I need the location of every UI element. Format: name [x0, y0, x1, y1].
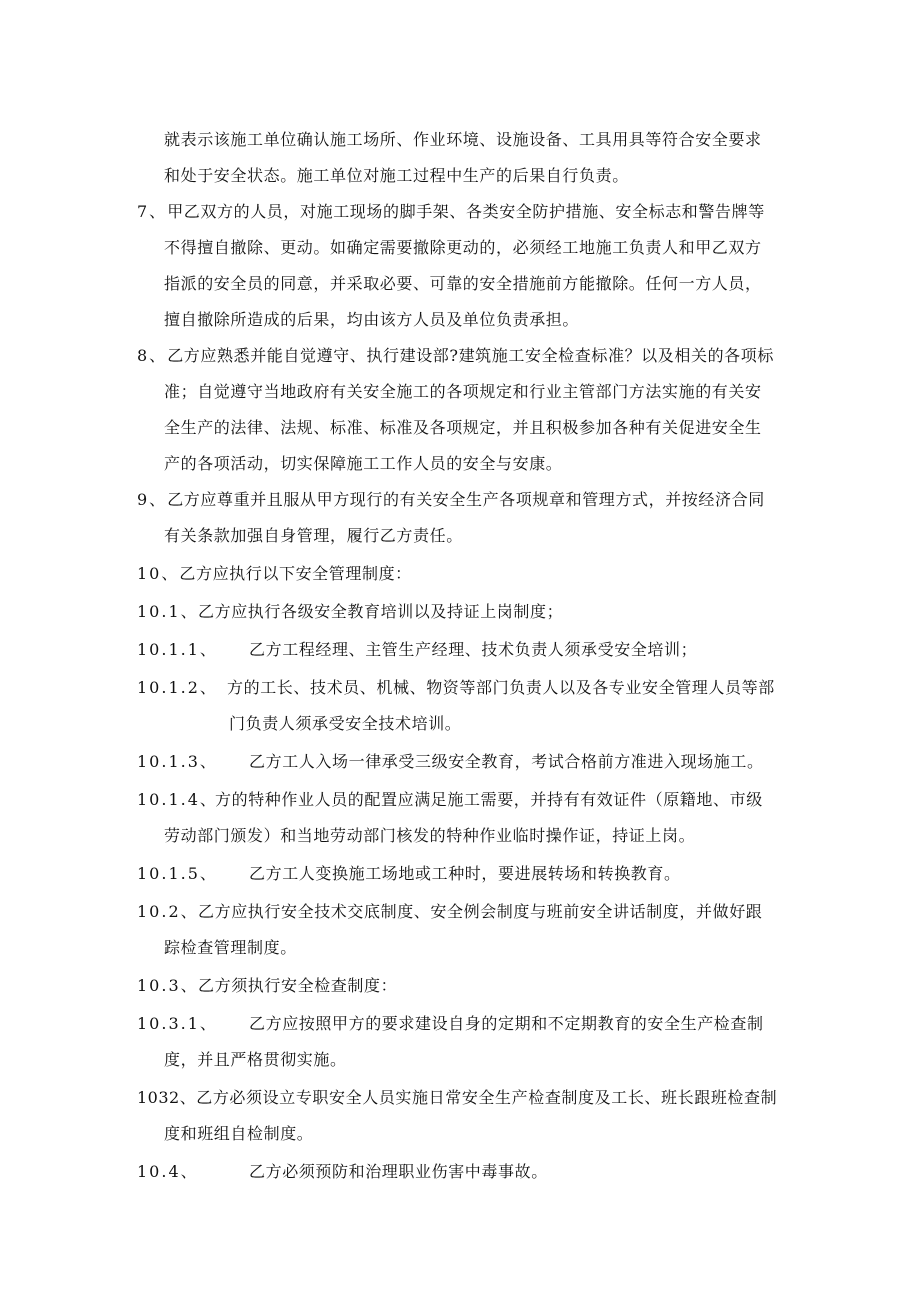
text-line: 乙方应尊重并且服从甲方现行的有关安全生产各项规章和管理方式，并按经济合同: [167, 490, 765, 509]
text-line: 劳动部门颁发）和当地劳动部门核发的特种作业临时操作证，持证上岗。: [164, 826, 696, 845]
text-line: 准；自觉遵守当地政府有关安全施工的各项规定和行业主管部门方法实施的有关安: [164, 382, 762, 401]
clause-8: [137, 338, 774, 374]
clause-10-1-2: [137, 670, 775, 706]
paragraph-continuation: [164, 122, 762, 194]
clause-number: 8、: [137, 346, 168, 365]
text-line: 乙方应执行以下安全管理制度：: [179, 564, 412, 583]
text-line: 擅自撤除所造成的后果，均由该方人员及单位负责承担。: [164, 310, 580, 329]
text-line: 指派的安全员的同意，并采取必要、可靠的安全措施前方能撤除。任何一方人员，: [164, 274, 762, 293]
text-line: 方的工长、技术员、机械、物资等部门负责人以及各专业安全管理人员等部: [227, 678, 775, 697]
clause-number: 1032、: [137, 1088, 197, 1107]
clause-7: [137, 194, 765, 230]
clause-number: 10.1.4、: [137, 790, 218, 809]
clause-number: 10.1.2、: [137, 678, 218, 697]
text-line: 度，并且严格贯彻实施。: [164, 1050, 347, 1069]
text-line: 不得擅自撤除、更动。如确定需要撤除更动的，必须经工地施工负责人和甲乙双方: [164, 238, 762, 257]
text-line: 甲乙双方的人员，对施工现场的脚手架、各类安全防护措施、安全标志和警告牌等: [167, 202, 765, 221]
clause-number: 10、: [137, 564, 180, 583]
text-line: 全生产的法律、法规、标准、标准及各项规定，并且积极参加各种有关促进安全生: [164, 418, 762, 437]
text-line: 乙方工人入场一律承受三级安全教育，考试合格前方准进入现场施工。: [249, 752, 764, 771]
clause-10-1-2-cont: [229, 706, 461, 742]
text-line: 乙方应执行安全技术交底制度、安全例会制度与班前安全讲话制度，并做好跟: [198, 902, 763, 921]
clause-number: 10.1.5、: [137, 864, 218, 883]
clause-10-2-cont: [164, 930, 297, 966]
clause-number: 10.2、: [137, 902, 199, 921]
clause-number: 7、: [137, 202, 168, 221]
clause-1032-cont: [164, 1116, 313, 1152]
clause-9-cont: [164, 518, 463, 554]
text-line: 有关条款加强自身管理，履行乙方责任。: [164, 526, 463, 545]
clause-10-3-1: [137, 1006, 764, 1042]
clause-number: 10.1.3、: [137, 752, 218, 771]
clause-10-1-4-cont: [164, 818, 695, 854]
clause-10-1-3: [137, 744, 764, 780]
text-line: 乙方工程经理、主管生产经理、技术负责人须承受安全培训；: [249, 640, 698, 659]
clause-7-cont: [164, 230, 762, 338]
clause-10-1-5: [137, 856, 681, 892]
text-line: 乙方工人变换施工场地或工种时，要进展转场和转换教育。: [249, 864, 681, 883]
clause-10-1: [137, 594, 563, 630]
clause-10-1-4: [137, 782, 763, 818]
clause-9: [137, 482, 765, 518]
clause-number: 10.3.1、: [137, 1014, 218, 1033]
clause-number: 10.1、: [137, 602, 199, 621]
clause-number: 10.3、: [137, 976, 199, 995]
clause-10-4: [137, 1154, 548, 1190]
text-line: 乙方应熟悉并能自觉遵守、执行建设部?建筑施工安全检查标准？以及相关的各项标: [167, 346, 774, 365]
text-line: 方的特种作业人员的配置应满足施工需要，并持有有效证件（原籍地、市级: [215, 790, 763, 809]
text-line: 门负责人须承受安全技术培训。: [229, 714, 462, 733]
clause-10: [137, 556, 412, 592]
clause-1032: [137, 1080, 777, 1116]
clause-10-2: [137, 894, 762, 930]
text-line: 乙方须执行安全检查制度：: [198, 976, 398, 995]
text-line: 乙方应执行各级安全教育培训以及持证上岗制度；: [198, 602, 564, 621]
text-line: 乙方必须设立专职安全人员实施日常安全生产检查制度及工长、班长跟班检查制: [196, 1088, 778, 1107]
text-line: 度和班组自检制度。: [164, 1124, 314, 1143]
clause-number: 10.1.1、: [137, 640, 218, 659]
clause-10-3-1-cont: [164, 1042, 347, 1078]
clause-10-1-1: [137, 632, 697, 668]
text-line: 产的各项活动，切实保障施工工作人员的安全与安康。: [164, 454, 563, 473]
clause-8-cont: [164, 374, 762, 482]
text-line: 就表示该施工单位确认施工场所、作业环境、设施设备、工具用具等符合安全要求: [164, 130, 762, 149]
text-line: 和处于安全状态。施工单位对施工过程中生产的后果自行负责。: [164, 166, 629, 185]
clause-10-3: [137, 968, 397, 1004]
clause-number: 9、: [137, 490, 168, 509]
text-line: 乙方必须预防和治理职业伤害中毒事故。: [249, 1162, 548, 1181]
text-line: 踪检查管理制度。: [164, 938, 297, 957]
text-line: 乙方应按照甲方的要求建设自身的定期和不定期教育的安全生产检查制: [249, 1014, 764, 1033]
clause-number: 10.4、: [137, 1162, 199, 1181]
